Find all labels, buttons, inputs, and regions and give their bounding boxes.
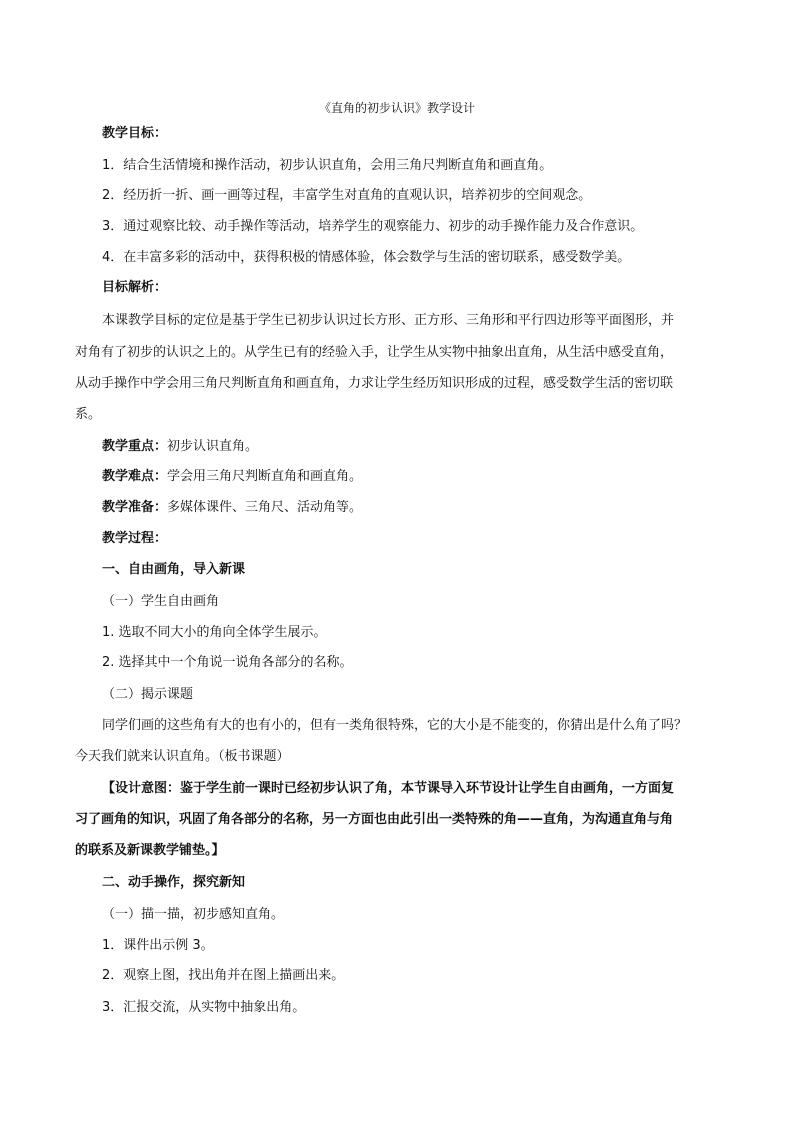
- list-item: 3．汇报交流，从实物中抽象出角。: [102, 1000, 306, 1015]
- difficulty-label: 教学难点：: [102, 469, 168, 484]
- section-2-sub-1: （一）描一描，初步感知直角。: [102, 907, 285, 922]
- prep-text: 多媒体课件、三角尺、活动角等。: [167, 500, 363, 515]
- goal-item: 2．经历折一折、画一画等过程，丰富学生对直角的直观认识，培养初步的空间观念。: [102, 188, 592, 203]
- analysis-heading: 目标解析：: [102, 280, 168, 295]
- design-intent-line: 习了画角的知识，巩固了角各部分的名称，另一方面也由此引出一类特殊的角——直角，为沟通直角与角: [75, 812, 674, 827]
- goals-heading: 教学目标：: [102, 126, 168, 141]
- list-item: 1. 选取不同大小的角向全体学生展示。: [102, 625, 327, 640]
- prep-label: 教学准备：: [102, 500, 168, 515]
- key-point: [102, 437, 722, 457]
- analysis-line: 对角有了初步的认识之上的。从学生已有的经验入手，让学生从实物中抽象出直角，从生活中感受直角，: [75, 345, 674, 360]
- section-1-heading: 一、自由画角，导入新课: [102, 562, 246, 577]
- analysis-line: 从动手操作中学会用三角尺判断直角和画直角，力求让学生经历知识形成的过程，感受数学生活的密切联: [75, 376, 674, 391]
- section-2-heading: 二、动手操作，探究新知: [102, 875, 246, 890]
- analysis-line: [102, 311, 722, 331]
- list-item: 2. 选择其中一个角说一说角各部分的名称。: [102, 655, 353, 670]
- section-1-sub-2: （二）揭示课题: [102, 687, 194, 702]
- key-label: 教学重点：: [102, 439, 168, 454]
- intro-paragraph-line: 今天我们就来认识直角。（板书课题）: [75, 749, 290, 764]
- goal-item: 4．在丰富多彩的活动中，获得积极的情感体验，体会数学与生活的密切联系，感受数学美。: [102, 250, 631, 265]
- section-1-sub-1: （一）学生自由画角: [102, 594, 220, 609]
- difficulty-text: 学会用三角尺判断直角和画直角。: [167, 469, 363, 484]
- process-heading: 教学过程：: [102, 531, 168, 546]
- goal-item: 1．结合生活情境和操作活动，初步认识直角，会用三角尺判断直角和画直角。: [102, 158, 553, 173]
- list-item: 1．课件出示例 3。: [102, 938, 214, 953]
- key-text: 初步认识直角。: [167, 439, 259, 454]
- list-item: 2．观察上图，找出角并在图上描画出来。: [102, 968, 345, 983]
- analysis-line: 系。: [75, 407, 102, 422]
- design-intent-line: 【设计意图：鉴于学生前一课时已经初步认识了角，本节课导入环节设计让学生自由画角，一方面复: [102, 781, 675, 796]
- analysis-text: 本课教学目标的定位是基于学生已初步认识过长方形、正方形、三角形和平行四边形等平面图形，并: [102, 313, 675, 328]
- document-title: 《直角的初步认识》教学设计: [318, 101, 475, 115]
- intro-paragraph-line: 同学们画的这些角有大的也有小的，但有一类角很特殊，它的大小是不能变的，你猜出是什么角了吗？: [102, 718, 688, 733]
- preparation: [102, 498, 722, 518]
- goal-item: 3．通过观察比较、动手操作等活动，培养学生的观察能力、初步的动手操作能力及合作意识。: [102, 219, 644, 234]
- design-intent-line: 的联系及新课教学铺垫。】: [75, 843, 225, 858]
- difficulty-point: [102, 467, 722, 487]
